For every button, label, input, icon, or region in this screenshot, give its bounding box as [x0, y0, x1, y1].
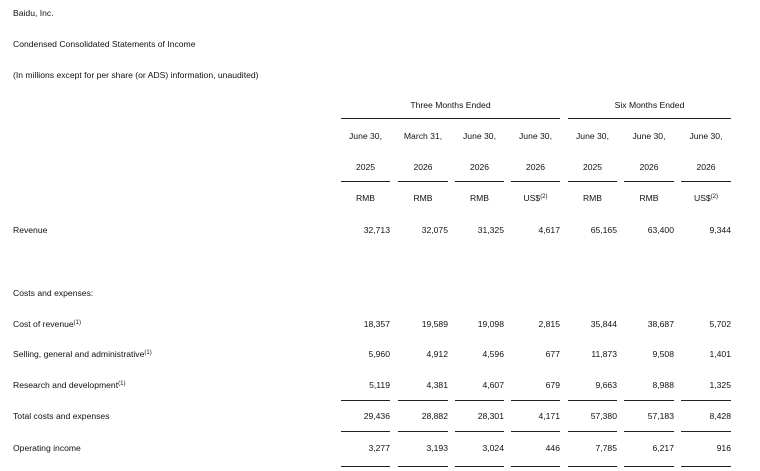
table-cell: 19,589	[421, 319, 448, 329]
table-cell: 29,436	[363, 411, 390, 421]
footnote-marker: (2)	[710, 194, 719, 200]
table-cell: 32,713	[363, 225, 390, 235]
table-row-sga	[0, 350, 760, 362]
column-currency: RMB	[639, 193, 659, 203]
subtotal-rule	[511, 400, 560, 401]
row-label: Research and development$^{(1)}$	[13, 380, 126, 390]
three-months-rule	[341, 118, 560, 119]
units-note: (In millions except for per share (or ADS) information, unaudited)	[13, 70, 259, 80]
subtotal-rule	[341, 400, 390, 401]
column-currency: RMB	[582, 193, 603, 203]
total-rule	[341, 431, 390, 432]
table-cell: 8,428	[709, 411, 731, 421]
table-cell: 4,171	[538, 411, 560, 421]
bottom-rule	[568, 466, 617, 467]
table-cell: 28,882	[421, 411, 448, 421]
table-cell: 6,217	[652, 443, 674, 453]
total-rule	[624, 431, 674, 432]
total-rule	[398, 431, 448, 432]
column-currency: US\$$^{(2)}$	[693, 193, 719, 203]
table-cell: 677	[545, 349, 560, 359]
subtotal-rule	[624, 400, 674, 401]
table-cell: 32,075	[421, 225, 448, 235]
table-cell: 3,024	[482, 443, 504, 453]
total-rule	[511, 431, 560, 432]
total-rule	[568, 431, 617, 432]
table-cell: 38,687	[647, 319, 674, 329]
six-months-rule	[568, 118, 731, 119]
column-currency: US\$$^{(2)}$	[523, 193, 548, 203]
table-cell: 4,596	[482, 349, 504, 359]
table-cell: 31,325	[477, 225, 504, 235]
column-currency: RMB	[355, 193, 376, 203]
section-header-costs	[0, 289, 760, 301]
table-cell: 57,183	[647, 411, 674, 421]
column-date: June 30,	[632, 131, 666, 141]
table-cell: 65,165	[590, 225, 617, 235]
table-row-operating-income	[0, 444, 760, 456]
bottom-rule	[511, 466, 560, 467]
table-row-total-costs	[0, 412, 760, 424]
table-cell: 3,277	[368, 443, 390, 453]
table-cell: 19,098	[477, 319, 504, 329]
column-year: 2026	[469, 162, 490, 172]
column-date: June 30,	[576, 131, 609, 141]
bottom-rule	[398, 466, 448, 467]
table-cell: 1,325	[709, 380, 731, 390]
table-cell: 5,960	[368, 349, 390, 359]
table-cell: 446	[545, 443, 560, 453]
table-row-rnd	[0, 381, 760, 393]
table-cell: 5,702	[709, 319, 731, 329]
bottom-rule	[681, 466, 731, 467]
bottom-rule	[455, 466, 504, 467]
column-date: June 30,	[463, 131, 496, 141]
section-label: Costs and expenses:	[13, 288, 94, 298]
table-cell: 4,381	[426, 380, 448, 390]
bottom-rule	[624, 466, 674, 467]
row-label: Cost of revenue$^{(1)}$	[13, 319, 82, 329]
table-cell: 4,912	[426, 349, 448, 359]
table-cell: 18,357	[363, 319, 390, 329]
footnote-marker: (1)	[144, 350, 152, 356]
table-cell: 57,380	[590, 411, 617, 421]
column-date: June 30,	[519, 131, 552, 141]
column-date: June 30,	[349, 131, 382, 141]
column-year: 2025	[355, 162, 376, 172]
column-year: 2026	[696, 162, 716, 172]
table-cell: 4,617	[538, 225, 560, 235]
header-rule	[455, 181, 504, 182]
three-months-header: Three Months Ended	[410, 100, 491, 110]
header-rule	[624, 181, 674, 182]
table-cell: 9,663	[595, 380, 617, 390]
table-cell: 916	[716, 443, 731, 453]
table-cell: 1,401	[709, 349, 731, 359]
table-cell: 28,301	[477, 411, 504, 421]
company-name: Baidu, Inc.	[13, 8, 54, 18]
subtotal-rule	[398, 400, 448, 401]
header-rule	[681, 181, 731, 182]
table-cell: 11,873	[591, 349, 617, 359]
bottom-rule	[341, 466, 390, 467]
column-year: 2025	[582, 162, 603, 172]
header-rule	[511, 181, 560, 182]
table-cell: 679	[545, 380, 560, 390]
header-rule	[341, 181, 390, 182]
column-date: March 31,	[403, 131, 443, 141]
total-rule	[681, 431, 731, 432]
table-cell: 4,607	[482, 380, 504, 390]
table-cell: 9,508	[652, 349, 674, 359]
header-rule	[568, 181, 617, 182]
row-label: Selling, general and administrative$^{(1)}$	[13, 349, 152, 359]
table-cell: 35,844	[590, 319, 617, 329]
table-cell: 3,193	[426, 443, 448, 453]
column-year: 2026	[525, 162, 546, 172]
table-row-revenue	[0, 226, 760, 238]
column-year: 2026	[413, 162, 433, 172]
table-cell: 7,785	[595, 443, 617, 453]
row-label: Operating income	[13, 443, 81, 453]
table-cell: 2,815	[538, 319, 560, 329]
subtotal-rule	[568, 400, 617, 401]
six-months-header: Six Months Ended	[614, 100, 685, 110]
table-cell: 63,400	[647, 225, 674, 235]
footnote-marker: (1)	[73, 320, 82, 326]
footnote-marker: (2)	[540, 194, 548, 200]
column-currency: RMB	[469, 193, 490, 203]
row-label: Total costs and expenses	[13, 411, 110, 421]
subtotal-rule	[455, 400, 504, 401]
column-year: 2026	[639, 162, 659, 172]
column-currency: RMB	[413, 193, 433, 203]
footnote-marker: (1)	[118, 381, 126, 387]
statement-title: Condensed Consolidated Statements of Income	[13, 39, 196, 49]
subtotal-rule	[681, 400, 731, 401]
header-rule	[398, 181, 448, 182]
table-cell: 9,344	[709, 225, 731, 235]
column-date: June 30,	[689, 131, 723, 141]
table-row-cost-of-revenue	[0, 320, 760, 332]
total-rule	[455, 431, 504, 432]
table-cell: 5,119	[369, 380, 390, 390]
row-label: Revenue	[13, 225, 48, 235]
table-cell: 8,988	[652, 380, 674, 390]
